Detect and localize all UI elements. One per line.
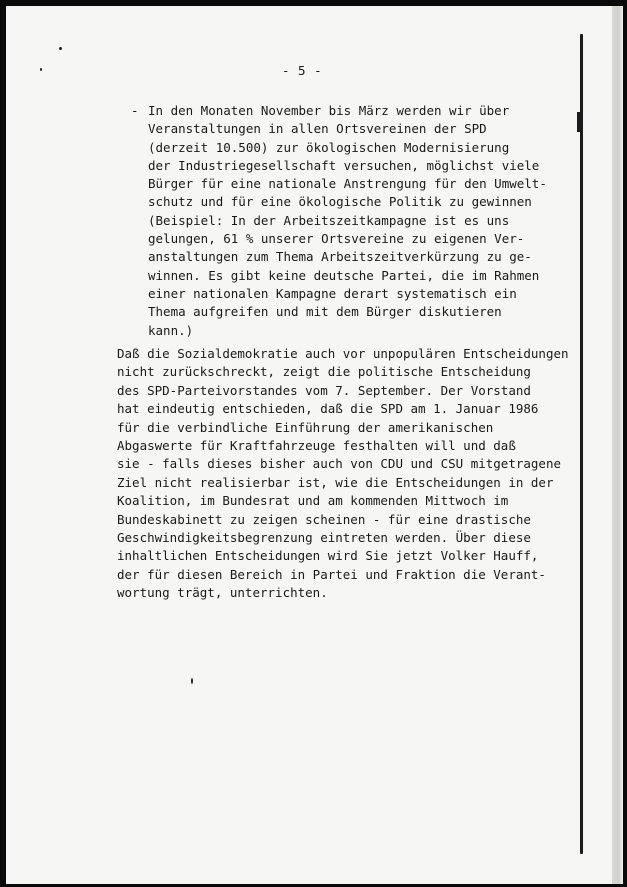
text-line: Veranstaltungen in allen Ortsvereinen der SPD [148, 121, 487, 137]
bullet-item [148, 102, 547, 340]
scan-speck [59, 47, 62, 50]
text-line: einer nationalen Kampagne derart systematisch ein [148, 285, 517, 301]
text-line: In den Monaten November bis März werden wir über [148, 103, 510, 118]
text-line: anstaltungen zum Thema Arbeitszeitverkürzung zu ge- [148, 249, 532, 265]
text-line: schutz und für eine ökologische Politik zu gewinnen [148, 194, 532, 210]
text-line: Geschwindigkeitsbegrenzung eintreten werden. Über diese [117, 530, 531, 546]
text-line: Abgaswerte für Kraftfahrzeuge festhalten will und daß [117, 438, 516, 454]
text-line: gelungen, 61 % unserer Ortsvereine zu eigenen Ver- [148, 231, 525, 247]
text-line: (Beispiel: In der Arbeitszeitkampagne ist es uns [148, 212, 510, 228]
text-line: wortung trägt, unterrichten. [117, 585, 328, 601]
page-edge-shadow [612, 6, 623, 884]
margin-line [580, 34, 583, 854]
text-line: der Industriegesellschaft versuchen, möglichst viele [148, 157, 540, 173]
page-number: - 5 - [282, 63, 323, 78]
scan-speck [40, 68, 42, 71]
margin-mark [577, 112, 582, 132]
text-line: nicht zurückschreckt, zeigt die politische Entscheidung [117, 364, 531, 380]
text-line: Daß die Sozialdemokratie auch vor unpopulären Entscheidungen [117, 346, 569, 361]
text-line: kann.) [148, 322, 194, 338]
bullet-dash: - [131, 103, 139, 118]
text-line: Ziel nicht realisierbar ist, wie die Entscheidungen in der [117, 474, 554, 490]
text-line: Thema aufgreifen und mit dem Bürger diskutieren [148, 304, 502, 320]
text-line: für die verbindliche Einführung der amerikanischen [117, 419, 494, 435]
scan-speck [191, 678, 193, 684]
text-line: (derzeit 10.500) zur ökologischen Modernisierung [148, 139, 510, 155]
text-line: Bundeskabinett zu zeigen scheinen - für eine drastische [117, 511, 531, 527]
text-line: Bürger für eine nationale Anstrengung für den Umwelt- [148, 176, 547, 192]
text-line: winnen. Es gibt keine deutsche Partei, die im Rahmen [148, 267, 540, 283]
text-line: hat eindeutig entschieden, daß die SPD am 1. Januar 1986 [117, 401, 539, 417]
text-line: der für diesen Bereich in Partei und Fraktion die Verant- [117, 566, 546, 582]
text-line: inhaltlichen Entscheidungen wird Sie jetzt Volker Hauff, [117, 548, 539, 564]
text-line: Koalition, im Bundesrat und am kommenden Mittwoch im [117, 493, 509, 509]
body-paragraph [117, 345, 569, 603]
text-line: sie - falls dieses bisher auch von CDU und CSU mitgetragene [117, 456, 562, 472]
text-line: des SPD-Parteivorstandes vom 7. September. Der Vorstand [117, 382, 531, 398]
